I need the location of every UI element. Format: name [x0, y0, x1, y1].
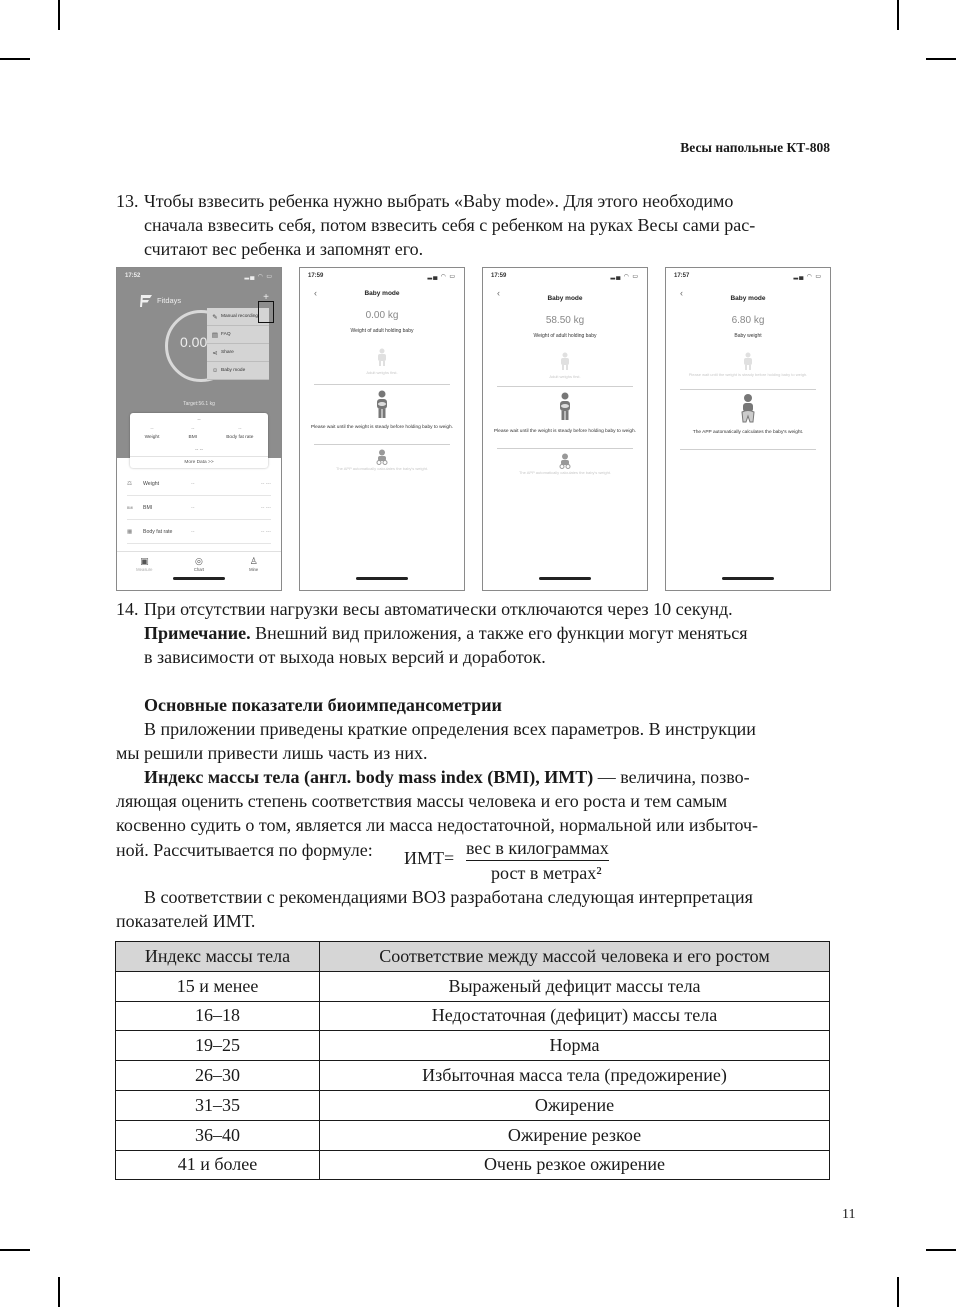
- status-time: 17:59: [308, 273, 324, 279]
- card-col-body-fat: -- Body fat rate: [226, 427, 254, 440]
- step-2-text: Please wait until the weight is steady before holding baby to weigh.: [310, 425, 454, 430]
- screen-title: Baby mode: [364, 290, 400, 297]
- add-menu-button[interactable]: +: [263, 292, 269, 303]
- table-row: [116, 1061, 830, 1091]
- menu-item-share[interactable]: [207, 344, 269, 362]
- table-row: [116, 1090, 830, 1120]
- menu-item-faq[interactable]: [207, 326, 269, 344]
- table-row: [116, 1031, 830, 1061]
- menu-item-label: Manual recording: [221, 314, 259, 319]
- status-time: 17:52: [125, 273, 141, 279]
- formula-denominator: рост в метрах²: [491, 863, 602, 883]
- body-fat-icon: ▦: [127, 528, 133, 535]
- running-header: Весы напольные КТ-808: [680, 140, 830, 155]
- step-14: [116, 597, 858, 669]
- bmi-interpretation: Выраженый дефицит массы тела: [320, 971, 830, 1001]
- weight-value: 58.50 kg: [545, 315, 585, 326]
- adult-figure-icon: [300, 348, 464, 371]
- tab-chart[interactable]: ◎ Chart: [179, 556, 219, 572]
- menu-item-label: Baby mode: [221, 368, 246, 373]
- home-indicator: [722, 577, 774, 580]
- table-row: [116, 1001, 830, 1031]
- formula-lead-text: ной. Рассчитывается по формуле:: [116, 840, 373, 860]
- bmi-range: 41 и более: [116, 1150, 320, 1180]
- bmi-interpretation: Избыточная масса тела (предожирение): [320, 1061, 830, 1091]
- baby-figure-icon: [666, 393, 830, 428]
- back-button[interactable]: ‹: [680, 288, 683, 298]
- step-text-line: в зависимости от выхода новых версий и доработок.: [144, 647, 546, 667]
- user-icon: ♙: [249, 556, 258, 566]
- edit-icon: ✎: [212, 313, 218, 321]
- bmi-range: 31–35: [116, 1090, 320, 1120]
- crop-mark: [0, 1249, 30, 1251]
- status-bar: [308, 273, 456, 280]
- step-text-line: считают вес ребенка и запомнят его.: [144, 239, 424, 259]
- screen-title: Baby mode: [730, 295, 766, 302]
- weight-label: Weight of adult holding baby: [533, 333, 597, 339]
- formula-lhs: ИМТ=: [404, 848, 455, 868]
- note-label: Примечание.: [144, 623, 251, 643]
- crop-mark: [926, 1249, 956, 1251]
- more-data-link[interactable]: More Data >>: [130, 456, 268, 468]
- text-line: В приложении приведены краткие определения всех параметров. В инструкции: [144, 719, 756, 739]
- weight-value: 0.00 kg: [365, 310, 399, 321]
- text-line: мы решили привести лишь часть из них.: [116, 743, 428, 763]
- screenshot-home: [116, 267, 282, 591]
- crop-mark: [926, 58, 956, 60]
- card-col-bmi: -- BMI: [188, 427, 198, 440]
- card-value: -- --: [194, 447, 204, 453]
- status-bar: [491, 273, 639, 280]
- adult-holding-baby-icon: [483, 392, 647, 425]
- card-col-weight: -- Weight: [144, 427, 160, 440]
- weight-label: Baby weight: [734, 333, 762, 339]
- who-paragraph: [116, 885, 830, 933]
- status-time: 17:59: [491, 273, 507, 279]
- signal-wifi-battery-icon: ▂▄ ◠ ▭: [244, 274, 273, 280]
- highlight-box: [258, 301, 274, 323]
- bmi-interpretation: Очень резкое ожирение: [320, 1150, 830, 1180]
- table-header-row: [116, 942, 830, 972]
- screenshot-baby-mode-1: [299, 267, 465, 591]
- app-name: Fitdays: [157, 296, 182, 305]
- step-text-line: При отсутствии нагрузки весы автоматически отключаются через 10 секунд.: [144, 599, 733, 619]
- column-header: Индекс массы тела: [116, 942, 320, 972]
- menu-item-label: FAQ: [221, 332, 231, 337]
- page-number: 11: [842, 1207, 856, 1222]
- bmi-range: 19–25: [116, 1031, 320, 1061]
- scale-icon: ⚖: [127, 480, 132, 487]
- tab-mine[interactable]: ♙ Mine: [234, 556, 274, 572]
- weight-value: 6.80 kg: [731, 315, 765, 326]
- divider: [497, 386, 633, 387]
- list-item[interactable]: ▦ Body fat rate -- -- ---: [127, 520, 271, 544]
- gauge-value: 0.00: [180, 334, 208, 350]
- bmi-interpretation: Ожирение резкое: [320, 1120, 830, 1150]
- text-line: ляющая оценить степень соответствия массы человека и его роста и тем самым: [116, 791, 728, 811]
- step-2-text: Please wait until the weight is steady before holding baby to weigh.: [493, 429, 637, 434]
- chart-icon: ◎: [195, 556, 203, 566]
- step-text-line: сначала взвесить себя, потом взвесить себя с ребенком на руках Весы сами рас-: [144, 215, 756, 235]
- divider: [497, 448, 633, 449]
- intro-paragraph: [116, 717, 830, 765]
- screenshot-baby-mode-2: [482, 267, 648, 591]
- measure-icon: ▣: [140, 556, 149, 566]
- tab-measure[interactable]: ▣ Measure: [124, 556, 164, 572]
- adult-holding-baby-icon: [300, 390, 464, 423]
- bmi-range: 36–40: [116, 1120, 320, 1150]
- baby-icon: ☺: [211, 367, 219, 374]
- list-item[interactable]: ⚖ Weight -- -- ---: [127, 472, 271, 496]
- target-weight: Target:56.1 kg: [183, 401, 215, 407]
- bmi-table: [115, 941, 830, 1180]
- crop-mark: [0, 58, 30, 60]
- metrics-list: [127, 472, 271, 544]
- status-bar: [674, 273, 822, 280]
- bmi-icon: BMI: [127, 505, 134, 510]
- divider: [314, 444, 450, 445]
- share-icon: ⋖: [212, 349, 218, 357]
- back-button[interactable]: ‹: [314, 288, 317, 298]
- step-text-line: Чтобы взвесить ребенка нужно выбрать «Baby mode». Для этого необходимо: [144, 191, 734, 211]
- bmi-interpretation: Норма: [320, 1031, 830, 1061]
- signal-wifi-battery-icon: ▂▄ ◠ ▭: [610, 274, 639, 280]
- step-13: [116, 189, 858, 261]
- text-line: косвенно судить о том, является ли масса недостаточной, нормальной или избыточ-: [116, 815, 759, 835]
- formula-numerator: вес в килограммах: [466, 838, 609, 861]
- screenshot-baby-mode-3: [665, 267, 831, 591]
- step-1-text: Adult weighs first.: [549, 374, 581, 379]
- screen-title: Baby mode: [547, 295, 583, 302]
- book-icon: ▤: [211, 331, 219, 339]
- bmi-definition: [116, 765, 830, 837]
- bmi-term: Индекс массы тела (англ. body mass index (BMI), ИМТ): [144, 767, 594, 787]
- bmi-interpretation: Недостаточная (дефицит) массы тела: [320, 1001, 830, 1031]
- step-number: 13.: [116, 191, 139, 211]
- menu-item-baby-mode[interactable]: [207, 362, 269, 380]
- table-row: [116, 1150, 830, 1180]
- text-line: показателей ИМТ.: [116, 911, 256, 931]
- bmi-range: 16–18: [116, 1001, 320, 1031]
- step-number: 14.: [116, 599, 139, 619]
- step-1-text: Adult weighs first.: [366, 370, 398, 375]
- formula-fraction: [466, 838, 609, 884]
- step-3-text: The APP automatically calculates the baby's weight.: [335, 466, 429, 471]
- bmi-range: 15 и менее: [116, 971, 320, 1001]
- note-text: Внешний вид приложения, а также его функции могут меняться: [250, 623, 748, 643]
- status-bar: [125, 273, 273, 280]
- table-row: [116, 1120, 830, 1150]
- step-2-text: The APP automatically calculates the baby's weight.: [692, 430, 804, 435]
- crop-mark: [58, 1277, 60, 1307]
- crop-mark: [897, 0, 899, 30]
- step-3-text: The APP automatically calculates the baby's weight.: [518, 470, 612, 475]
- summary-card: [130, 413, 268, 468]
- home-indicator: [173, 577, 225, 580]
- card-value: --: [197, 417, 201, 423]
- divider: [680, 389, 816, 390]
- fitdays-logo-icon: [139, 294, 153, 308]
- home-indicator: [356, 577, 408, 580]
- home-indicator: [539, 577, 591, 580]
- section-heading: Основные показатели биоимпедансометрии: [144, 695, 502, 715]
- back-button[interactable]: ‹: [497, 288, 500, 298]
- table-row: [116, 971, 830, 1001]
- signal-wifi-battery-icon: ▂▄ ◠ ▭: [427, 274, 456, 280]
- text-line: Индекс массы тела (англ. body mass index (BMI), ИМТ) — величина, позво-: [144, 767, 750, 787]
- column-header: Соответствие между массой человека и его ростом: [320, 942, 830, 972]
- text-line: В соответствии с рекомендациями ВОЗ разработана следующая интерпретация: [144, 887, 753, 907]
- weight-label: Weight of adult holding baby: [350, 328, 414, 334]
- crop-mark: [58, 0, 60, 30]
- list-item[interactable]: BMI BMI -- -- ---: [127, 496, 271, 520]
- signal-wifi-battery-icon: ▂▄ ◠ ▭: [793, 274, 822, 280]
- crop-mark: [897, 1277, 899, 1307]
- divider: [680, 449, 816, 450]
- bmi-range: 26–30: [116, 1061, 320, 1091]
- menu-item-label: Share: [221, 350, 234, 355]
- status-time: 17:57: [674, 273, 690, 279]
- adult-figure-icon: [483, 352, 647, 375]
- divider: [314, 384, 450, 385]
- bmi-interpretation: Ожирение: [320, 1090, 830, 1120]
- step-1-text: Please wait until the weight is steady before holding baby to weigh.: [688, 372, 808, 377]
- tab-bar: [117, 551, 281, 572]
